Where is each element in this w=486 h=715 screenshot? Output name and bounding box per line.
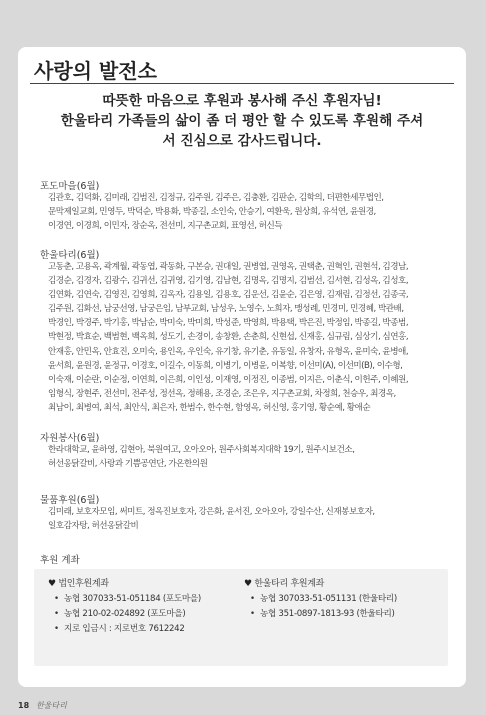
donor-line: 김주원, 김화선, 남궁선영, 남궁은임, 남부교회, 남성우, 노영수, 노희자, 맹성례, 민경미, 민경혜, 박관배,: [48, 304, 404, 315]
bullet-icon: •: [54, 624, 59, 634]
title-divider: [30, 83, 454, 84]
account-item: • 농협 210-02-024892 (포도마을): [48, 607, 201, 622]
account-column-corporate: [48, 577, 201, 637]
donor-line: 일호감자탕, 허선옹닭갈비: [48, 521, 139, 532]
heart-icon: ♥: [244, 579, 252, 589]
account-item: • 농협 307033-51-051131 (한울타리): [244, 592, 397, 607]
section-donors-volunteers: [48, 443, 456, 471]
donor-line: 임형식, 장현주, 전선미, 전주성, 정선옥, 정해용, 조경순, 조은우, 지구촌교회, 차정희, 천승우, 최경옥,: [48, 388, 396, 399]
donor-line: 한라대학교, 윤하영, 김현아, 북원여고, 오아오아, 원주사회복지대학 19기, 원주시보건소,: [48, 445, 355, 455]
bullet-icon: •: [250, 609, 255, 619]
message-line: 서 진심으로 감사드립니다.: [162, 133, 322, 149]
donor-line: 고동춘, 고용옥, 곽계월, 곽동엽, 곽동화, 구본승, 권대일, 권병엽, 권영옥, 권택춘, 권혁인, 권현석, 김경남,: [48, 262, 409, 272]
bullet-icon: •: [250, 594, 255, 604]
donor-line: 김관호, 김덕화, 김미래, 김범진, 김정규, 김주원, 김주은, 김충환, 김판순, 김학의, 더편한세무법인,: [48, 193, 384, 203]
account-info-box: [34, 569, 448, 666]
section-donors-goods: [48, 505, 456, 533]
section-title-podomaeul: 포도마을(6월): [40, 181, 100, 192]
account-item: • 농협 351-0897-1813-93 (한울타리): [244, 607, 397, 622]
section-title-hanultari: 한울타리(6월): [40, 250, 100, 261]
donor-line: 김연화, 김연숙, 김영진, 김영희, 김옥자, 김용일, 김용호, 김운선, 김윤순, 김은영, 김재림, 김정선, 김종국,: [48, 290, 409, 301]
donor-line: 이숙재, 이순란, 이순정, 이연희, 이은희, 이인성, 이재영, 이정진, 이종범, 이지은, 이춘식, 이헌주, 이혜원,: [48, 374, 409, 385]
account-item: • 농협 307033-51-051184 (포도마을): [48, 592, 201, 607]
section-title-volunteers: 자원봉사(6월): [40, 433, 100, 444]
heart-icon: ♥: [48, 579, 56, 589]
donor-line: 이경연, 이경희, 이민자, 장순옥, 전선미, 지구촌교회, 표영선, 허신득: [48, 221, 283, 232]
donor-line: 안재홍, 안민옥, 안효진, 오미숙, 용인옥, 우인숙, 유기창, 유기춘, 유동일, 유창자, 유형옥, 윤미숙, 윤병애,: [48, 346, 409, 357]
donor-line: 박현정, 박효순, 백범현, 백옥희, 성도기, 손경이, 송창환, 손춘희, 신현섭, 신재홍, 심규림, 심상기, 심연홍,: [48, 332, 409, 343]
account-item: • 지로 입금시 : 지로번호 7612242: [48, 622, 201, 637]
account-heading: ♥ 법인후원계좌: [48, 579, 109, 589]
bullet-icon: •: [54, 594, 59, 604]
footer-logo: 한울타리: [35, 701, 67, 710]
account-heading: ♥ 한울타리 후원계좌: [244, 579, 325, 589]
donor-line: 윤서희, 윤원경, 윤정규, 이경호, 이길수, 이동희, 이병기, 이병윤, 이복향, 이선미(A), 이선미(B), 이수형,: [48, 360, 403, 371]
section-title-accounts: 후원 계좌: [40, 555, 80, 566]
donor-line: 허선옹닭갈비, 사랑과 기쁨공연단, 가온한의원: [48, 459, 208, 470]
section-donors-podomaeul: [48, 191, 456, 233]
message-line: 한울타리 가족들의 삶이 좀 더 평안 할 수 있도록 후원해 주셔: [60, 113, 424, 129]
donor-line: 문막제일교회, 민영두, 박덕순, 박용화, 박종길, 소인숙, 안승기, 여환욱, 원상희, 유석연, 윤원경,: [48, 207, 376, 218]
donor-line: 김미래, 보호자모임, 써미트, 정옥진보호자, 강은화, 윤서진, 오아오아, 강일수산, 신재봉보호자,: [48, 507, 375, 517]
section-title-goods: 물품후원(6월): [40, 495, 100, 506]
account-column-hanultari: [244, 577, 397, 622]
thank-you-message: [24, 91, 460, 151]
page-footer: [18, 700, 67, 711]
page-sheet: [18, 47, 466, 687]
page-title: 사랑의 발전소: [34, 59, 157, 83]
page-number: 18: [18, 701, 30, 710]
section-donors-hanultari: [48, 260, 456, 415]
donor-line: 김경순, 김경자, 김광수, 김귀선, 김귀영, 김기영, 김남현, 김명옥, 김명지, 김범선, 김서현, 김성옥, 김성호,: [48, 276, 409, 287]
bullet-icon: •: [54, 609, 59, 619]
message-line: 따뜻한 마음으로 후원과 봉사해 주신 후원자님!: [102, 93, 382, 109]
donor-line: 박경인, 박경주, 박기홍, 박남순, 박미숙, 박미희, 박성준, 박영희, 박용택, 박은진, 박정임, 박종길, 박종범,: [48, 318, 409, 329]
donor-line: 최남이, 최병여, 최석, 최안식, 최은자, 한범수, 한수현, 함영옥, 허신영, 홍기영, 황순예, 황애순: [48, 402, 371, 413]
